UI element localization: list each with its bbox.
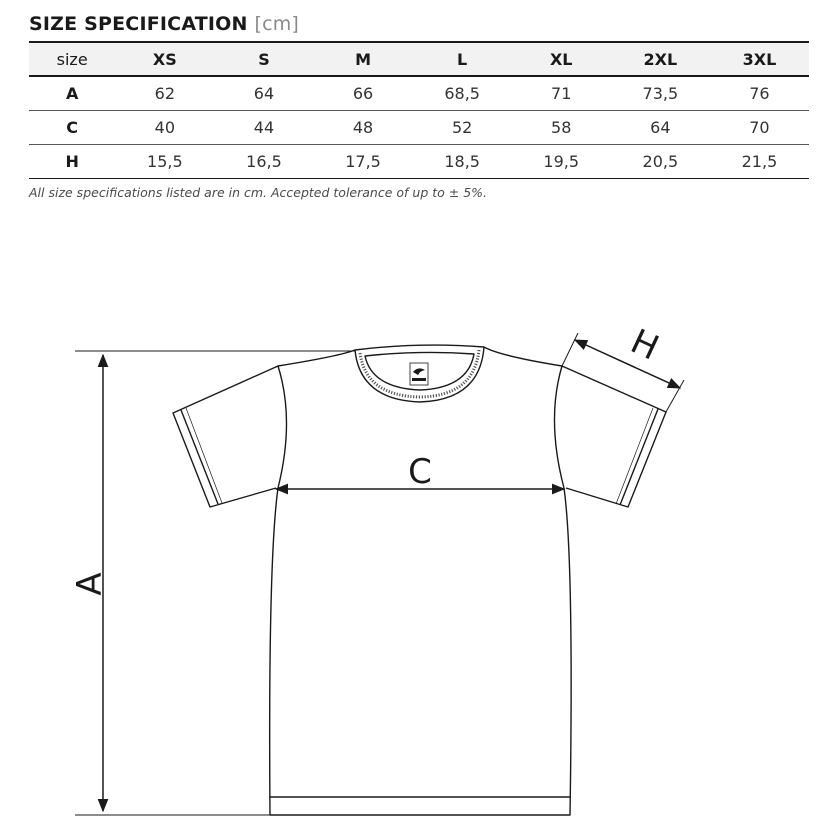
dimension-a (75, 351, 355, 815)
size-col-l: L (457, 49, 468, 69)
table-cell: 64 (214, 76, 313, 111)
size-col-m: M (355, 49, 371, 69)
size-col-xs: XS (152, 49, 177, 69)
table-cell: 70 (710, 111, 809, 145)
table-cell: 20,5 (611, 145, 710, 179)
table-cell: 44 (214, 111, 313, 145)
table-cell: 64 (611, 111, 710, 145)
row-label: A (29, 76, 115, 111)
table-cell: 62 (115, 76, 214, 111)
table-cell: 71 (512, 76, 611, 111)
dimension-h-arrow (575, 340, 680, 388)
table-cell: 58 (512, 111, 611, 145)
title-unit: [cm] (254, 13, 300, 35)
title-text: SIZE SPECIFICATION (29, 13, 248, 35)
table-cell: 73,5 (611, 76, 710, 111)
left-sleeve-cuff (181, 410, 218, 504)
dimension-c-label: C (408, 452, 432, 492)
table-cell: 21,5 (710, 145, 809, 179)
dimension-h (562, 333, 684, 412)
table-cell: 76 (710, 76, 809, 111)
tshirt-outline (173, 345, 666, 815)
right-sleeve (562, 366, 666, 507)
table-cell: 40 (115, 111, 214, 145)
table-cell: 68,5 (413, 76, 512, 111)
tolerance-note: All size specifications listed are in cm. Accepted tolerance of up to ± 5%. (29, 185, 488, 200)
left-sleeve (173, 366, 278, 507)
row-label: H (29, 145, 115, 179)
size-col-2xl: 2XL (643, 49, 678, 69)
table-cell: 52 (413, 111, 512, 145)
size-header-label: size (56, 49, 88, 69)
table-cell: 18,5 (413, 145, 512, 179)
table-cell: 15,5 (115, 145, 214, 179)
row-label: C (29, 111, 115, 145)
neck-label-icon (410, 363, 428, 385)
table-cell: 66 (314, 76, 413, 111)
table-cell: 19,5 (512, 145, 611, 179)
size-col-3xl: 3XL (742, 49, 777, 69)
size-col-xl: XL (549, 49, 573, 69)
right-sleeve-cuff (620, 409, 658, 505)
tshirt-body (270, 347, 571, 815)
dimension-a-label: A (70, 572, 110, 596)
table-cell: 17,5 (314, 145, 413, 179)
table-cell: 16,5 (214, 145, 313, 179)
dimension-h-label: H (624, 321, 665, 369)
size-col-s: S (258, 49, 270, 69)
table-cell: 48 (314, 111, 413, 145)
